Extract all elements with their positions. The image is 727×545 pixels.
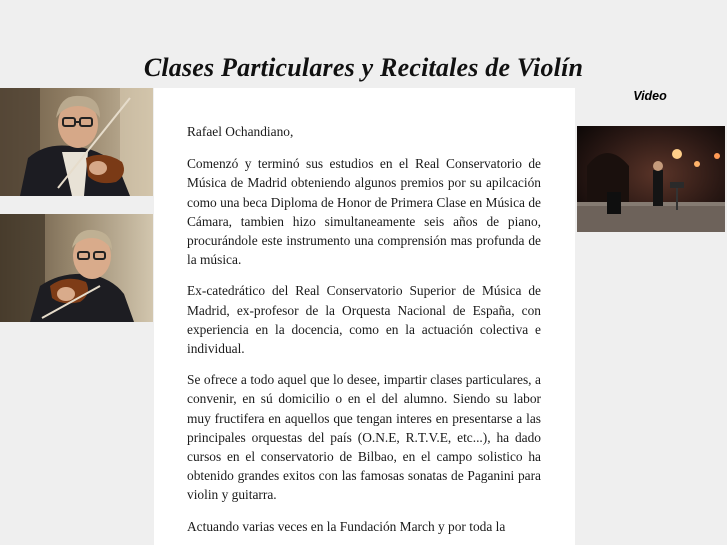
violinist-photo-top <box>0 88 153 196</box>
video-thumbnail[interactable] <box>577 126 725 232</box>
main-content <box>154 88 575 545</box>
biography-paragraph: Comenzó y terminó sus estudios en el Real Conservatorio de Música de Madrid obteniendo algunos premios por su apilcación como una beca Diploma de Honor de Primera Clase en Música de Cámara, tambien hizo simultaneamente seis años de piano, procurándole este instrumento una comprensión mas profunda de la música. <box>187 156 541 268</box>
biography-paragraph: Ex-catedrático del Real Conservatorio Superior de Música de Madrid, ex-profesor de la Orquesta Nacional de España, con experiencia en la docencia, como en la actuación colectiva e individual. <box>187 283 541 357</box>
violinist-photo-top-image <box>0 88 153 196</box>
violinist-photo-bottom-image <box>0 214 153 322</box>
greeting-line: Rafael Ochandiano, <box>187 124 294 139</box>
video-thumbnail-image <box>577 126 725 232</box>
video-link[interactable]: Video <box>633 89 667 103</box>
biography-paragraph: Actuando varias veces en la Fundación March y por toda la <box>187 518 506 534</box>
violinist-photo-bottom <box>0 214 153 322</box>
page-title: Clases Particulares y Recitales de Violín <box>143 53 584 83</box>
biography-text <box>154 88 575 536</box>
biography-paragraph: Se ofrece a todo aquel que lo desee, impartir clases particulares, a convenir, en sú domicilio o en el del alumno. Siendo su labor muy fructifera en aquellos que tengan interes en presentarse a las principales orquestas del país (O.N.E, R.T.V.E, etc...), ha dado cursos en el conservatorio de Bilbao, en el campo solistico ha obtenido grandes exitos con las famosas sonatas de Paganini para violin y guitarra. <box>187 372 541 503</box>
